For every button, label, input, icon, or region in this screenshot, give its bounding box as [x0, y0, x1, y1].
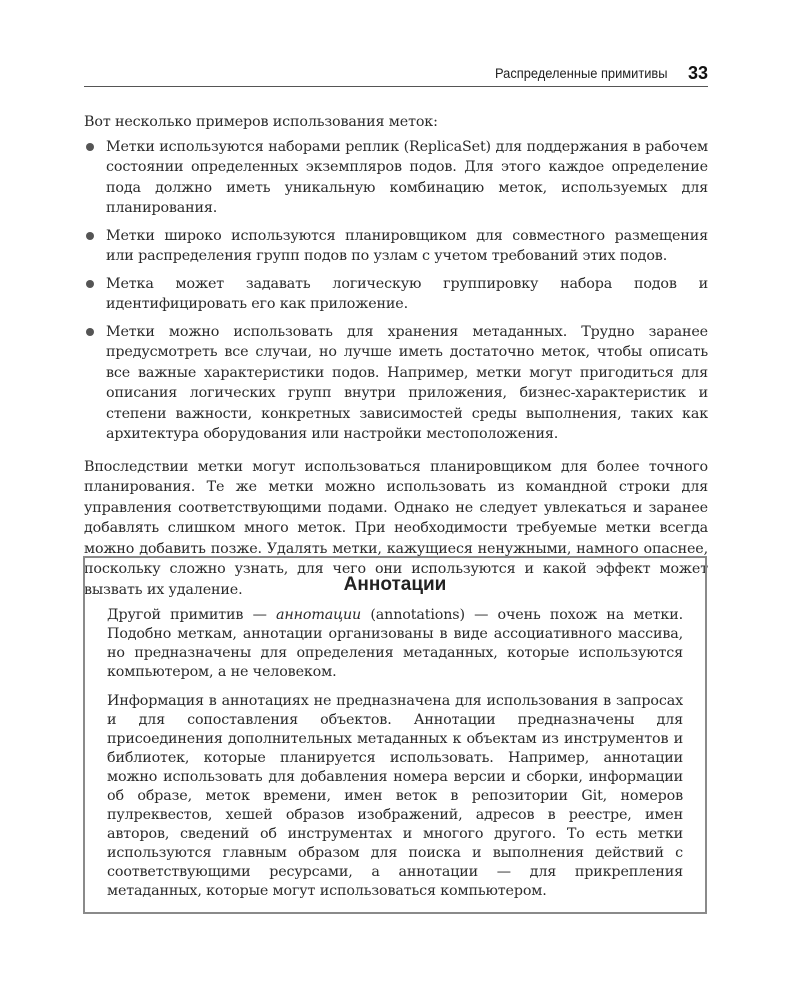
main-content [84, 112, 708, 600]
list-item-text: Метки можно использовать для хранения метаданных. Трудно заранее предусмотреть все случаи, но лучше иметь достаточно меток, чтобы описать все важные характеристики подов. Например, метки могут пригодиться для описания логических групп внутри приложения, бизнес-характеристик и степени важности, конкретных зависимостей среды выполнения, таких как архитектура оборудования или настройки местоположения. [106, 323, 708, 442]
list-item [84, 226, 708, 267]
running-title: Распределенные примитивы [495, 65, 668, 81]
bullet-icon [86, 143, 94, 151]
page-header [84, 60, 708, 87]
sidebar-p1-before: Другой примитив — [107, 607, 277, 623]
list-item [84, 274, 708, 315]
list-item [84, 137, 708, 219]
page-number: 33 [687, 62, 708, 83]
bullet-icon [86, 280, 94, 288]
list-item-text: Метки широко используются планировщиком для совместного размещения или распределения групп подов по узлам с учетом требований этих подов. [106, 227, 708, 264]
bullet-icon [86, 232, 94, 240]
intro-paragraph: Вот несколько примеров использования меток: [84, 114, 438, 130]
sidebar-paragraph-2: Информация в аннотациях не предназначена для использования в запросах и для сопоставления объектов. Аннотации предназначены для присоединения дополнительных метаданных к объектам из инструментов и библиотек, которые планируется использовать. Например, аннотации можно использовать для добавления номера версии и сборки, информации об образе, меток времени, имен веток в репозитории Git, номеров пулреквестов, хешей образов изображений, адресов в реестре, имен авторов, сведений об инструментах и многого другого. То есть метки используются главным образом для поиска и выполнения действий с соответствующими ресурсами, а аннотации — для прикрепления метаданных, которые могут использоваться компьютером. [107, 693, 683, 899]
bullet-icon [86, 328, 94, 336]
sidebar-title: Аннотации [343, 574, 447, 595]
sidebar-p1-emphasis: аннотации [276, 607, 362, 623]
annotations-sidebar [83, 556, 707, 914]
bullet-list [84, 137, 708, 445]
sidebar-p1-after: (annotations) — очень похож на метки. Подобно меткам, аннотации организованы в виде ассоциативного массива, но предназначены для определения метаданных, которые используются компьютером, а не человеком. [107, 607, 683, 680]
sidebar-paragraph-1 [107, 606, 683, 682]
list-item [84, 322, 708, 445]
closing-paragraph: Впоследствии метки могут использоваться планировщиком для более точного планирования. Те же метки можно использовать из командной строки для управления соответствующими подами. Однако не следует увлекаться и заранее добавлять слишком много меток. При необходимости требуемые метки всегда можно добавить позже. Удалять метки, кажущиеся ненужными, намного опаснее, поскольку сложно узнать, для чего они используются и какой эффект может вызвать их удаление. [84, 458, 708, 598]
list-item-text: Метки используются наборами реплик (ReplicaSet) для поддержания в рабочем состоянии определенных экземпляров подов. Для этого каждое определение пода должно иметь уникальную комбинацию меток, используемых для планирования. [106, 138, 708, 216]
list-item-text: Метка может задавать логическую группировку набора подов и идентифицировать его как приложение. [106, 275, 708, 312]
